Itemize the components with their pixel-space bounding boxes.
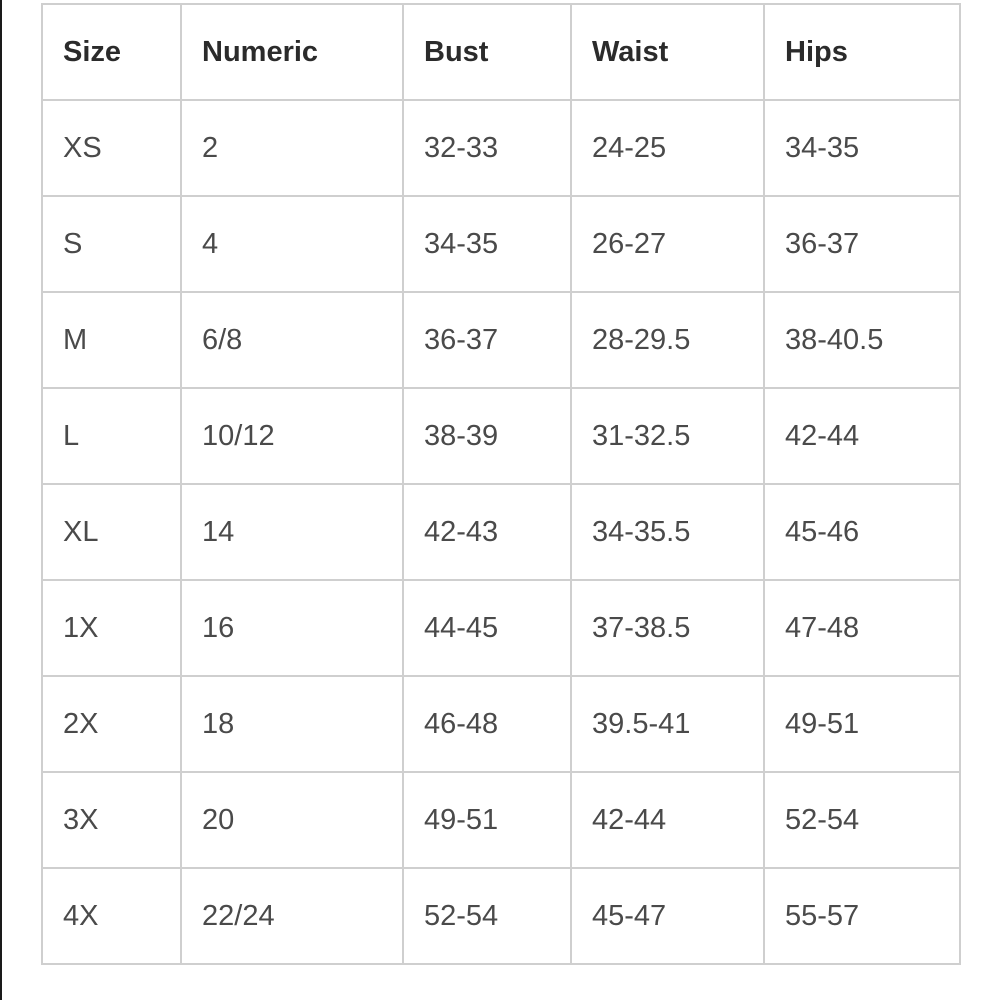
- table-row: [42, 292, 960, 388]
- cell-hips: 42-44: [764, 388, 960, 484]
- cell-size: 1X: [42, 580, 181, 676]
- header-bust: Bust: [403, 4, 571, 100]
- table-row: [42, 676, 960, 772]
- table-row: [42, 484, 960, 580]
- cell-waist: 24-25: [571, 100, 764, 196]
- cell-size: 4X: [42, 868, 181, 964]
- cell-size: S: [42, 196, 181, 292]
- cell-hips: 55-57: [764, 868, 960, 964]
- table-row: [42, 868, 960, 964]
- cell-bust: 42-43: [403, 484, 571, 580]
- table-row: [42, 580, 960, 676]
- cell-bust: 36-37: [403, 292, 571, 388]
- header-numeric: Numeric: [181, 4, 403, 100]
- cell-hips: 52-54: [764, 772, 960, 868]
- cell-bust: 46-48: [403, 676, 571, 772]
- cell-size: 3X: [42, 772, 181, 868]
- cell-hips: 34-35: [764, 100, 960, 196]
- cell-size: M: [42, 292, 181, 388]
- cell-size: 2X: [42, 676, 181, 772]
- table-row: [42, 772, 960, 868]
- table-row: [42, 388, 960, 484]
- cell-hips: 45-46: [764, 484, 960, 580]
- cell-bust: 32-33: [403, 100, 571, 196]
- table-row: [42, 196, 960, 292]
- cell-waist: 37-38.5: [571, 580, 764, 676]
- cell-size: XS: [42, 100, 181, 196]
- cell-bust: 44-45: [403, 580, 571, 676]
- cell-waist: 31-32.5: [571, 388, 764, 484]
- cell-waist: 45-47: [571, 868, 764, 964]
- cell-bust: 49-51: [403, 772, 571, 868]
- cell-hips: 49-51: [764, 676, 960, 772]
- size-chart-table: [41, 3, 961, 965]
- cell-numeric: 2: [181, 100, 403, 196]
- header-size: Size: [42, 4, 181, 100]
- cell-hips: 47-48: [764, 580, 960, 676]
- cell-waist: 26-27: [571, 196, 764, 292]
- cell-numeric: 14: [181, 484, 403, 580]
- header-waist: Waist: [571, 4, 764, 100]
- cell-hips: 38-40.5: [764, 292, 960, 388]
- cell-numeric: 10/12: [181, 388, 403, 484]
- cell-numeric: 18: [181, 676, 403, 772]
- cell-size: L: [42, 388, 181, 484]
- table-row: [42, 100, 960, 196]
- table-header-row: [42, 4, 960, 100]
- cell-waist: 39.5-41: [571, 676, 764, 772]
- cell-bust: 38-39: [403, 388, 571, 484]
- cell-numeric: 22/24: [181, 868, 403, 964]
- cell-waist: 42-44: [571, 772, 764, 868]
- cell-numeric: 6/8: [181, 292, 403, 388]
- left-edge-divider: [0, 0, 2, 1000]
- cell-hips: 36-37: [764, 196, 960, 292]
- cell-waist: 28-29.5: [571, 292, 764, 388]
- header-hips: Hips: [764, 4, 960, 100]
- cell-numeric: 4: [181, 196, 403, 292]
- cell-numeric: 16: [181, 580, 403, 676]
- cell-bust: 34-35: [403, 196, 571, 292]
- cell-waist: 34-35.5: [571, 484, 764, 580]
- cell-size: XL: [42, 484, 181, 580]
- cell-numeric: 20: [181, 772, 403, 868]
- cell-bust: 52-54: [403, 868, 571, 964]
